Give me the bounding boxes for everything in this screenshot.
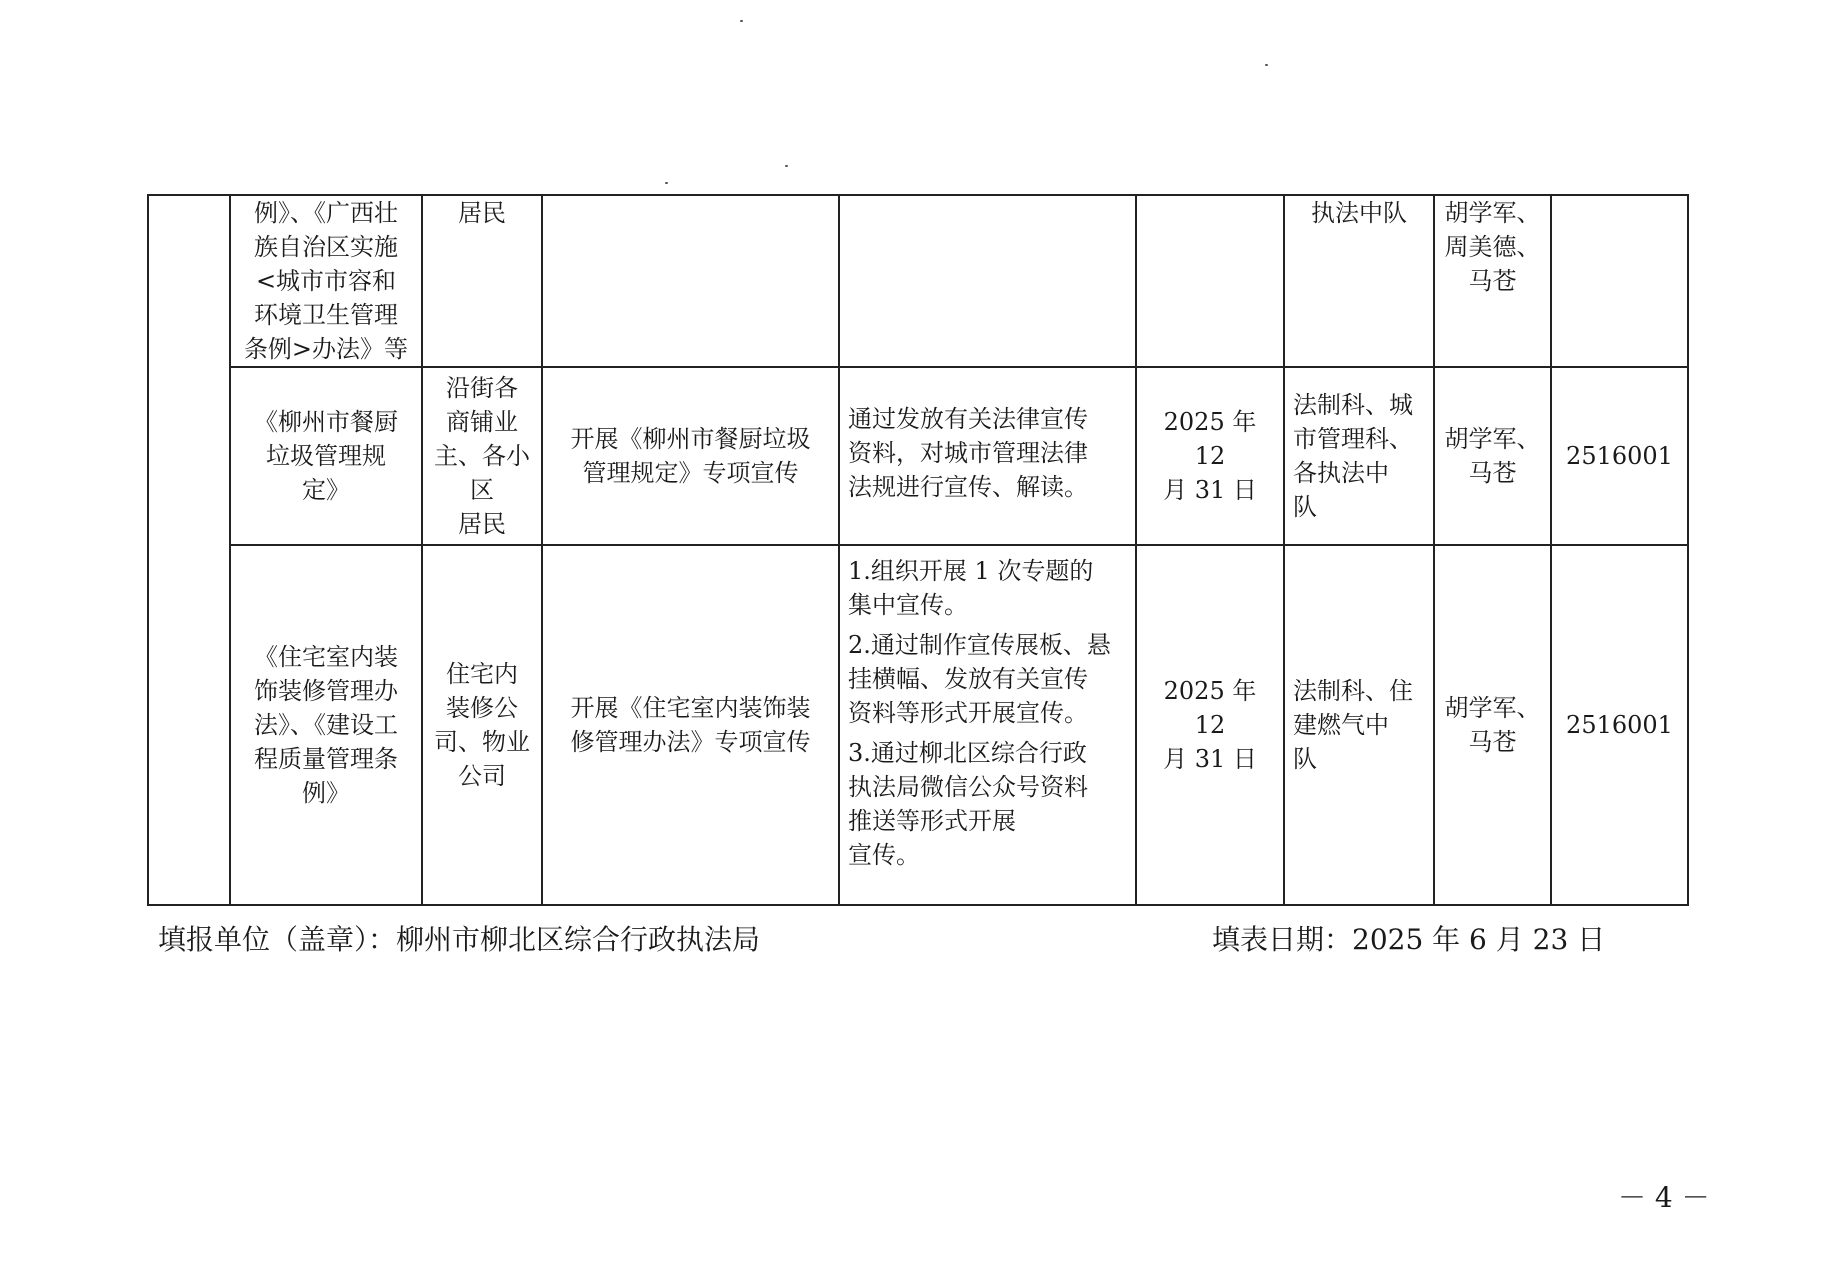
audience-cell: 居民 bbox=[422, 195, 542, 367]
report-date: 填表日期：2025 年 6 月 23 日 bbox=[1212, 923, 1606, 956]
person-cell: 胡学军、 周美德、 马苍 bbox=[1434, 195, 1551, 367]
scan-speck bbox=[665, 182, 668, 184]
content-cell: 开展《住宅室内装饰装 修管理办法》专项宣传 bbox=[542, 545, 839, 905]
measure-item: 3.通过柳北区综合行政 执法局微信公众号资料 推送等形式开展 宣传。 bbox=[848, 739, 1088, 869]
law-cell: 《柳州市餐厨 垃圾管理规 定》 bbox=[230, 367, 422, 545]
person-cell: 胡学军、 马苍 bbox=[1434, 367, 1551, 545]
measure-item: 通过发放有关法律宣传 资料，对城市管理法律 法规进行宣传、解读。 bbox=[848, 405, 1088, 501]
page-number: － 4 － bbox=[1618, 1181, 1710, 1214]
scan-speck bbox=[740, 20, 743, 22]
department-cell: 法制科、住 建燃气中 队 bbox=[1284, 545, 1434, 905]
measure-item: 2.通过制作宣传展板、悬 挂横幅、发放有关宣传 资料等形式开展宣传。 bbox=[848, 631, 1111, 727]
scan-speck bbox=[785, 165, 788, 167]
content-cell bbox=[542, 195, 839, 367]
deadline-cell: 2025 年 12 月 31 日 bbox=[1136, 367, 1284, 545]
person-cell: 胡学军、 马苍 bbox=[1434, 545, 1551, 905]
propaganda-plan-table bbox=[147, 194, 1689, 906]
deadline-cell bbox=[1136, 195, 1284, 367]
code-cell bbox=[1551, 195, 1688, 367]
measure-item: 1.组织开展 1 次专题的 集中宣传。 bbox=[848, 557, 1094, 619]
content-cell: 开展《柳州市餐厨垃圾 管理规定》专项宣传 bbox=[542, 367, 839, 545]
table-row bbox=[148, 545, 1688, 905]
measures-cell bbox=[839, 545, 1136, 905]
department-cell: 法制科、城 市管理科、 各执法中 队 bbox=[1284, 367, 1434, 545]
department-cell: 执法中队 bbox=[1284, 195, 1434, 367]
code-cell: 2516001 bbox=[1551, 545, 1688, 905]
deadline-cell: 2025 年 12 月 31 日 bbox=[1136, 545, 1284, 905]
table-row bbox=[148, 367, 1688, 545]
code-cell: 2516001 bbox=[1551, 367, 1688, 545]
reporting-unit: 填报单位（盖章）：柳州市柳北区综合行政执法局 bbox=[158, 923, 761, 956]
table-row bbox=[148, 195, 1688, 367]
category-cell bbox=[148, 195, 230, 905]
law-cell: 《住宅室内装 饰装修管理办 法》、《建设工 程质量管理条 例》 bbox=[230, 545, 422, 905]
measures-cell bbox=[839, 367, 1136, 545]
audience-cell: 沿街各 商铺业 主、各小 区 居民 bbox=[422, 367, 542, 545]
scan-speck bbox=[1265, 64, 1268, 66]
measures-cell bbox=[839, 195, 1136, 367]
law-cell: 例》、《广西壮 族自治区实施 <城市市容和 环境卫生管理 条例>办法》等 bbox=[230, 195, 422, 367]
audience-cell: 住宅内 装修公 司、物业 公司 bbox=[422, 545, 542, 905]
